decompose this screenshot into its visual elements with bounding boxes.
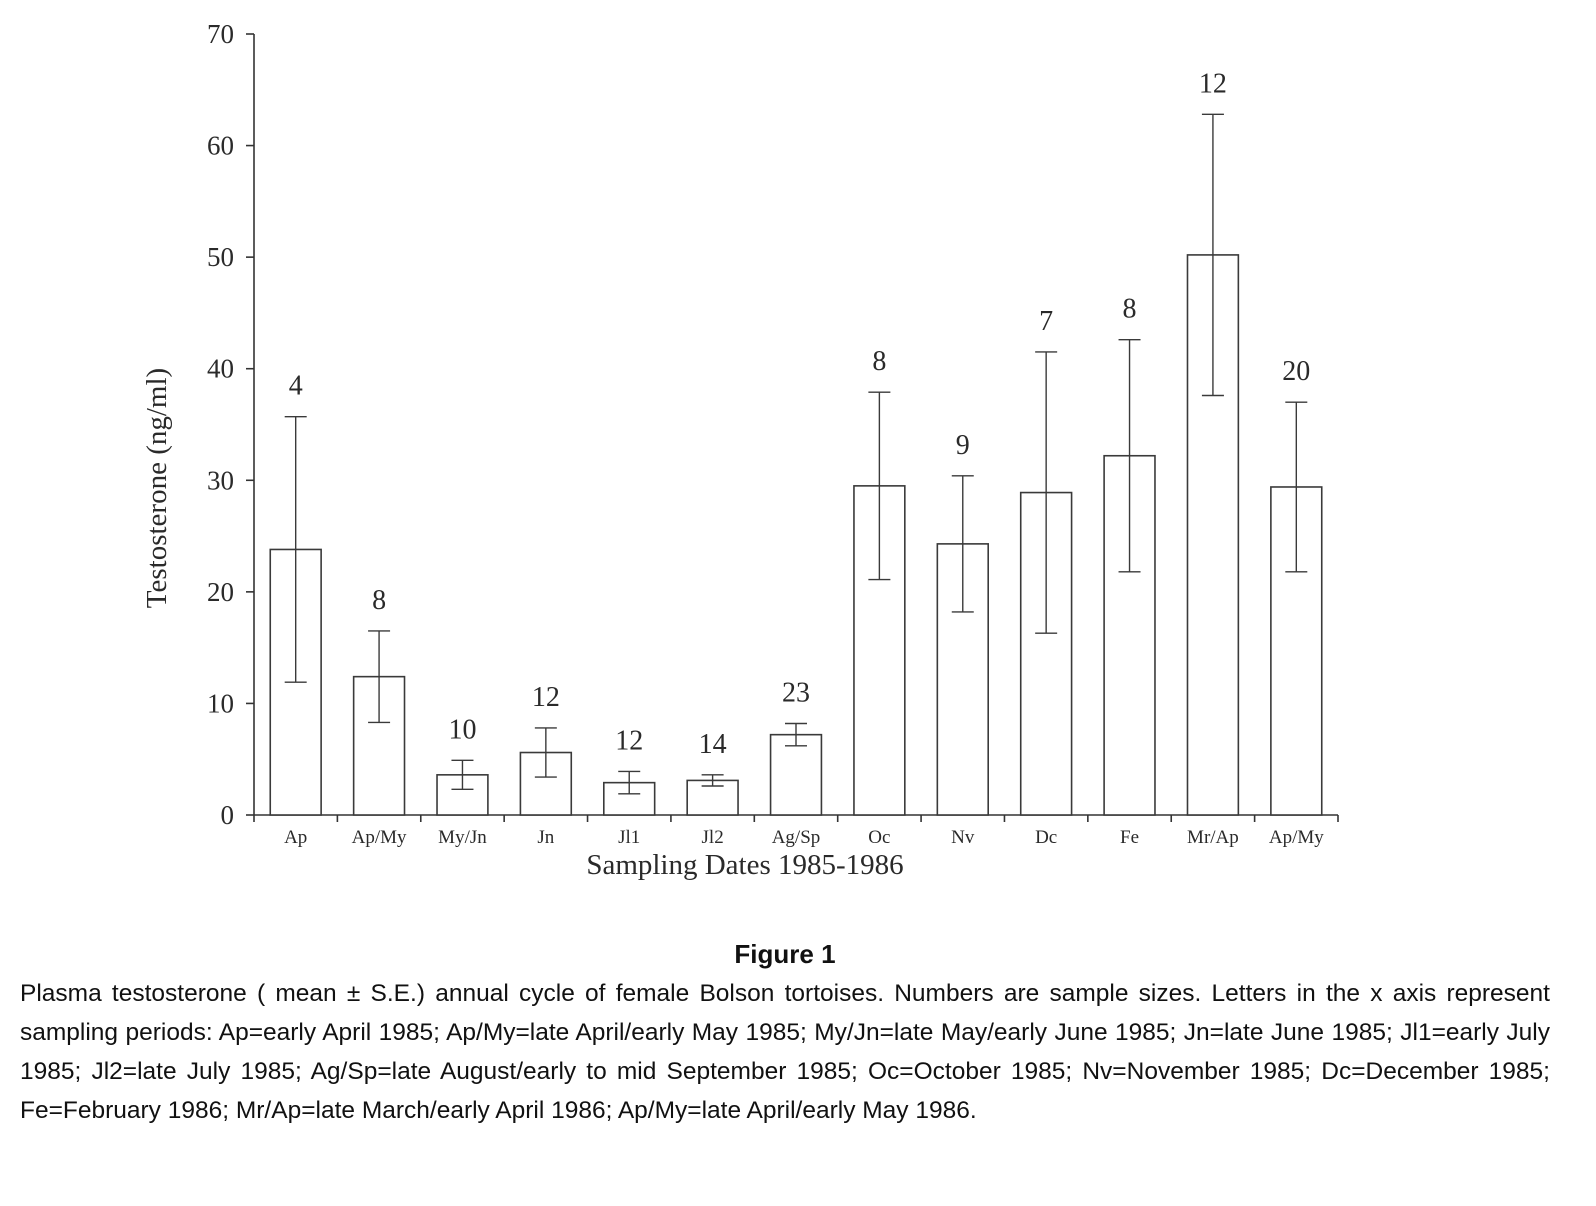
x-axis xyxy=(254,815,1338,848)
sample-size-label: 10 xyxy=(448,714,477,746)
x-tick-label: Dc xyxy=(1035,827,1058,848)
sample-size-label: 8 xyxy=(1122,293,1137,325)
sample-size-label: 23 xyxy=(782,677,810,709)
bars xyxy=(270,68,1321,815)
x-tick-label: Fe xyxy=(1120,827,1140,848)
figure-label: Figure 1 xyxy=(734,939,836,969)
y-tick-label: 40 xyxy=(207,353,234,384)
y-tick-label: 0 xyxy=(220,800,234,830)
sample-size-label: 12 xyxy=(1198,68,1227,100)
y-tick-label: 10 xyxy=(207,688,234,719)
x-tick-label: Ap/My xyxy=(351,827,407,848)
x-tick-label: Jl2 xyxy=(701,827,724,848)
sample-size-label: 4 xyxy=(288,370,303,402)
x-tick-label: Nv xyxy=(951,827,975,848)
y-tick-label: 70 xyxy=(207,19,234,49)
x-tick-label: My/Jn xyxy=(438,827,487,848)
sample-size-label: 8 xyxy=(872,346,887,378)
caption-text: Plasma testosterone ( mean ± S.E.) annual cycle of female Bolson tortoises. Numbers are sample sizes. Letters in the x axis represent sampling periods: Ap=early April 1985; Ap/My=late April/early May 1985; My/Jn=late May/early June 1985; Jn=late June 1985; Jl1=early July 1985; Jl2=late July 1985; Ag/Sp=late August/early to mid September 1985; Oc=October 1985; Nv=November 1985; Dc=December 1985; Fe=February 1986; Mr/Ap=late March/early April 1986; Ap/My=late April/early May 1986. xyxy=(20,980,1550,1124)
x-tick-label: Ap/My xyxy=(1268,827,1324,848)
x-tick-label: Jl1 xyxy=(618,827,641,848)
sample-size-label: 8 xyxy=(372,584,387,616)
bar xyxy=(771,735,822,815)
sample-size-label: 20 xyxy=(1282,356,1311,388)
y-tick-label: 20 xyxy=(207,576,234,607)
x-tick-label: Ag/Sp xyxy=(771,827,821,848)
y-tick-label: 50 xyxy=(207,242,234,273)
x-tick-label: Ap xyxy=(284,827,308,848)
y-axis-title: Testosterone (ng/ml) xyxy=(141,367,173,609)
y-tick-label: 30 xyxy=(207,465,234,496)
y-tick-label: 60 xyxy=(207,130,234,161)
x-tick-label: Jn xyxy=(537,827,555,848)
y-axis xyxy=(207,19,254,830)
sample-size-label: 14 xyxy=(698,728,727,760)
sample-size-label: 12 xyxy=(531,681,560,713)
x-axis-title: Sampling Dates 1985-1986 xyxy=(586,849,904,881)
x-tick-label: Oc xyxy=(868,827,891,848)
sample-size-label: 7 xyxy=(1039,305,1054,337)
x-tick-label: Mr/Ap xyxy=(1187,827,1239,848)
sample-size-label: 9 xyxy=(955,429,970,461)
sample-size-label: 12 xyxy=(615,725,644,757)
figure-caption xyxy=(20,935,1550,1130)
